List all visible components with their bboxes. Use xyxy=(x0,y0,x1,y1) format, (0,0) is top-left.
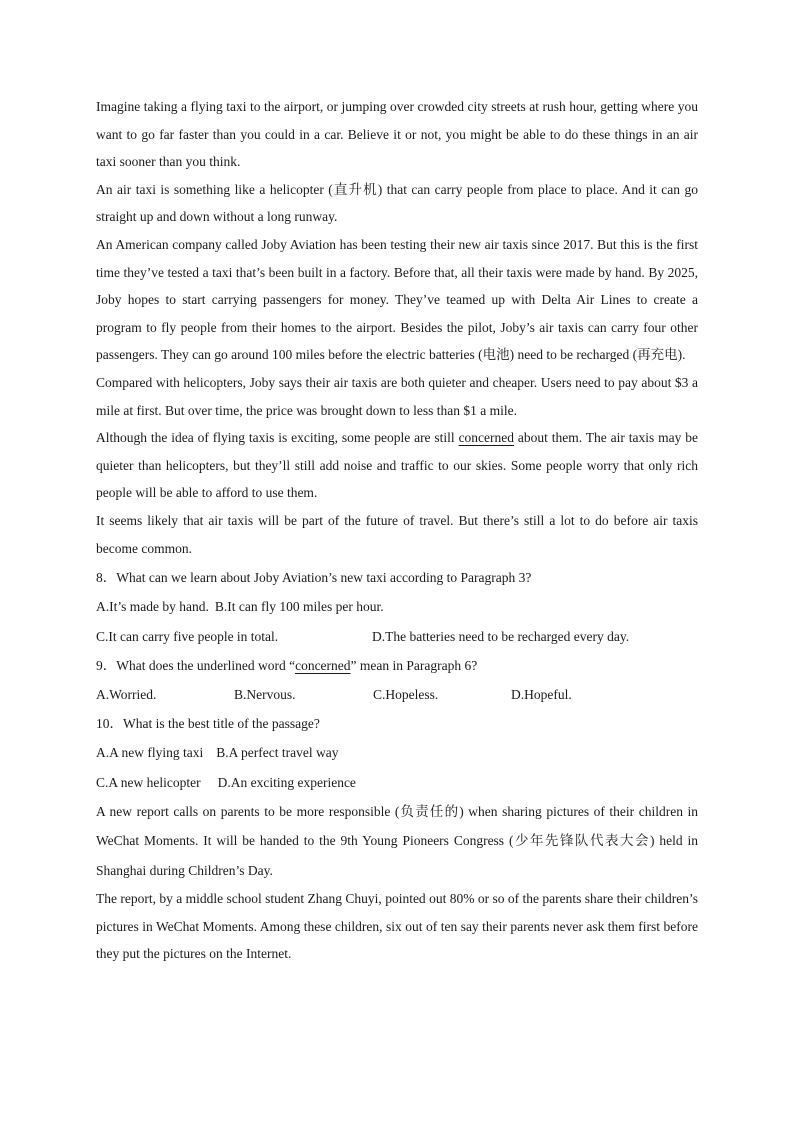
question-10-stem: 10．What is the best title of the passage? xyxy=(96,716,320,732)
question-8-stem: 8．What can we learn about Joby Aviation’s new taxi according to Paragraph 3? xyxy=(96,570,532,586)
q10-option-a: A.A new flying taxi xyxy=(96,745,204,761)
q9-option-b: B.Nervous. xyxy=(234,686,296,702)
question-8-options-row-2 xyxy=(96,622,698,651)
passage1-paragraph-2: An air taxi is something like a helicopter (直升机) that can carry people from place to place. And it can go straight up and down without a long runway. xyxy=(96,181,698,225)
passage1-paragraph-6: It seems likely that air taxis will be part of the future of travel. But there’s still a lot to do before air taxis become common. xyxy=(96,512,698,556)
passage2-paragraph-1: A new report calls on parents to be more responsible (负责任的) when sharing pictures of their children in WeChat Moments. It will be handed to the 9th Young Pioneers Congress (少年先锋队代表大会) held in Shanghai during Children’s Day. xyxy=(96,803,698,878)
q8-option-c: C.It can carry five people in total. xyxy=(96,628,279,644)
question-10 xyxy=(96,709,698,797)
q9-stem-after: ” mean in Paragraph 6? xyxy=(350,657,478,673)
passage2-paragraph-2: The report, by a middle school student Zhang Chuyi, pointed out 80% or so of the parents share their children’s pictures in WeChat Moments. Among these children, six out of ten say their parents never ask them first before they put the pictures on the Internet. xyxy=(96,890,698,962)
underlined-word: concerned xyxy=(458,430,515,446)
passage1-paragraph-4: Compared with helicopters, Joby says their air taxis are both quieter and cheaper. Users need to pay about $3 a mile at first. But over time, the price was brought down to less than $1 a mile. xyxy=(96,374,698,418)
passage1-paragraph-3: An American company called Joby Aviation has been testing their new air taxis since 2017. But this is the first time they’ve tested a taxi that’s been built in a factory. Before that, all their taxis were made by hand. By 2025, Joby hopes to start carrying passengers for money. They’ve teamed up with Delta Air Lines to create a program to fly people from their homes to the airport. Besides the pilot, Joby’s air taxis can carry four other passengers. They can go around 100 miles before the electric batteries (电池) need to be recharged (再充电). xyxy=(96,236,698,363)
q10-option-c: C.A new helicopter xyxy=(96,774,201,790)
q10-option-b: B.A perfect travel way xyxy=(216,745,339,761)
q9-stem-before: 9．What does the underlined word “ xyxy=(96,657,296,673)
q8-option-d: D.The batteries need to be recharged every day. xyxy=(372,628,630,644)
q9-underlined-word: concerned xyxy=(295,657,351,673)
q9-option-d: D.Hopeful. xyxy=(511,686,572,702)
paragraph-5-text-before: Although the idea of flying taxis is exciting, some people are still xyxy=(96,430,459,446)
q8-option-a: A.It’s made by hand. xyxy=(96,599,209,615)
passage1-paragraph-1: Imagine taking a flying taxi to the airport, or jumping over crowded city streets at rush hour, getting where you want to go far faster than you could in a car. Believe it or not, you might be able to do these things in an air taxi sooner than you think. xyxy=(96,99,698,170)
q9-option-c: C.Hopeless. xyxy=(373,686,439,702)
q10-option-d: D.An exciting experience xyxy=(217,774,356,790)
q9-option-a: A.Worried. xyxy=(96,686,157,702)
question-9 xyxy=(96,651,698,709)
question-9-stem xyxy=(96,651,698,680)
document-page xyxy=(96,93,698,968)
paragraph-5-text-after: about them. The air taxis may be quieter than helicopters, but they’ll still add noise and traffic to our skies. Some people worry that only rich people will be able to afford to use them. xyxy=(96,430,698,501)
question-8 xyxy=(96,563,698,651)
q8-option-b: B.It can fly 100 miles per hour. xyxy=(214,599,384,615)
question-8-options-row-1 xyxy=(96,592,698,621)
question-9-options xyxy=(96,680,698,709)
question-10-options-row-2 xyxy=(96,768,698,797)
passage1-paragraph-5 xyxy=(96,424,698,507)
question-10-options-row-1 xyxy=(96,738,698,767)
